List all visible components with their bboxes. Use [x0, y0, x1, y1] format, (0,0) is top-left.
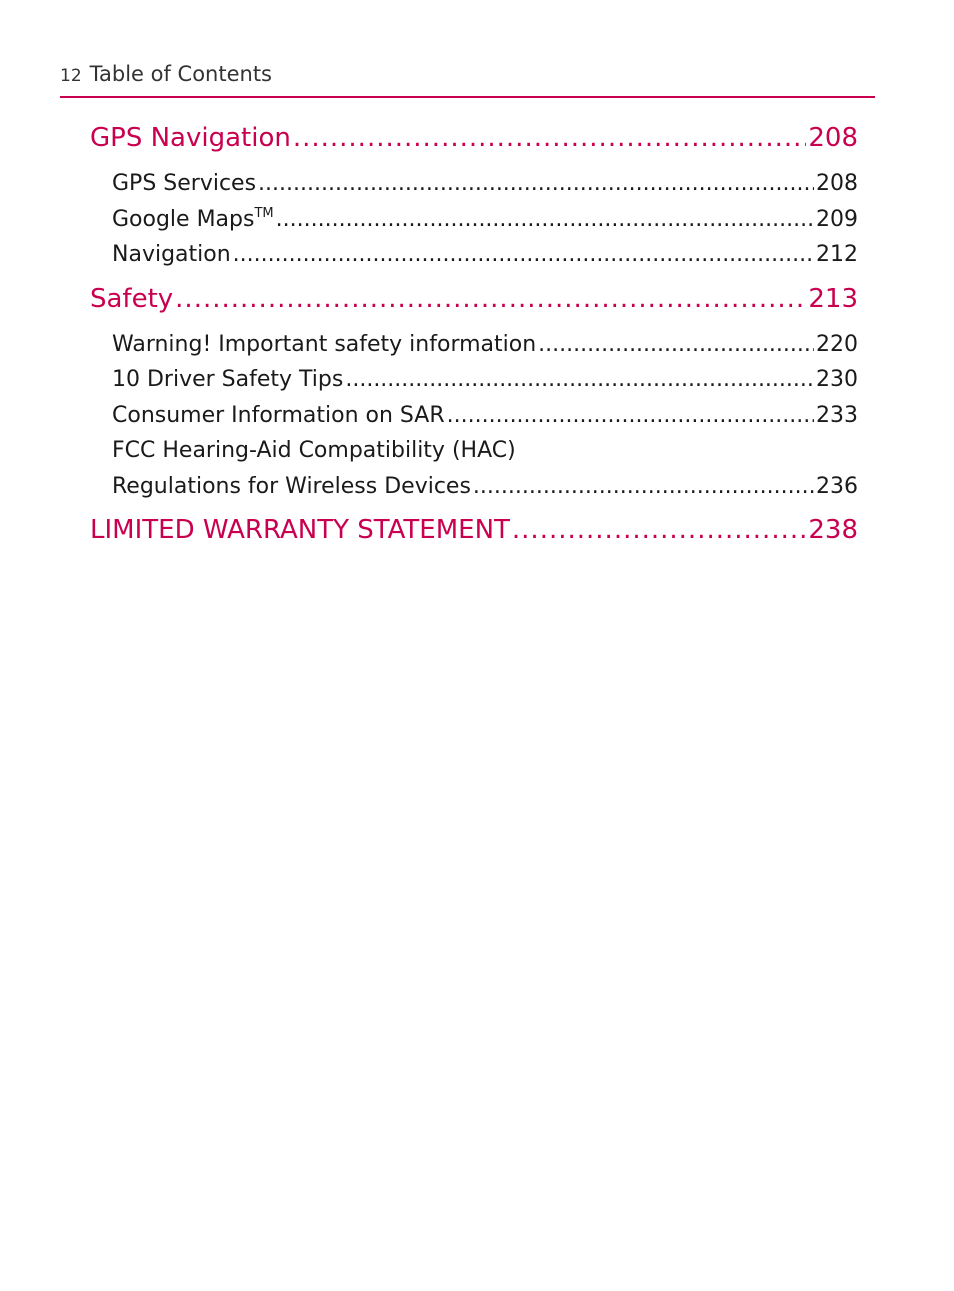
running-title: Table of Contents — [89, 62, 272, 86]
dot-leader — [175, 279, 806, 319]
entry-title — [112, 202, 274, 238]
entry-title-text: Google Maps — [112, 206, 255, 232]
entry-title: 10 Driver Safety Tips — [112, 367, 344, 392]
entry-page: 209 — [816, 206, 858, 232]
toc-entry-consumer-information-sar[interactable] — [112, 398, 858, 434]
dot-leader — [233, 237, 814, 273]
dot-leader — [293, 118, 807, 158]
trademark-mark: TM — [254, 205, 274, 221]
safety-sections — [90, 327, 858, 505]
entry-page: 233 — [816, 402, 858, 428]
dot-leader — [512, 510, 806, 550]
chapter-page: 213 — [808, 283, 858, 314]
toc-entry-gps-services[interactable] — [112, 166, 858, 202]
dot-leader — [538, 327, 814, 363]
chapter-title: Safety — [90, 283, 174, 314]
toc-chapter-gps-navigation[interactable] — [90, 118, 858, 158]
entry-page: 208 — [816, 171, 858, 196]
entry-title: Warning! Important safety information — [112, 331, 537, 357]
table-of-contents — [90, 118, 858, 550]
entry-title: Navigation — [112, 242, 231, 267]
chapter-title: LIMITED WARRANTY STATEMENT — [90, 515, 510, 545]
dot-leader — [258, 166, 814, 202]
entry-page: 220 — [816, 331, 858, 357]
chapter-title: GPS Navigation — [90, 123, 291, 153]
chapter-page: 208 — [808, 123, 858, 153]
chapter-page: 238 — [808, 515, 858, 545]
toc-entry-fcc-hac-line2[interactable] — [112, 469, 858, 505]
page-number: 12 — [60, 66, 82, 86]
dot-leader — [447, 398, 814, 434]
page-header — [60, 62, 875, 98]
entry-title: GPS Services — [112, 171, 257, 196]
entry-title: Consumer Information on SAR — [112, 402, 445, 428]
toc-entry-driver-safety-tips[interactable] — [112, 362, 858, 398]
dot-leader — [345, 362, 814, 398]
entry-page: 236 — [816, 473, 858, 499]
toc-entry-navigation[interactable] — [112, 237, 858, 273]
toc-chapter-safety[interactable] — [90, 279, 858, 319]
toc-chapter-limited-warranty[interactable] — [90, 510, 858, 550]
toc-entry-warning-safety-information[interactable] — [112, 327, 858, 363]
toc-entry-fcc-hac-line1[interactable]: FCC Hearing-Aid Compatibility (HAC) — [112, 438, 516, 463]
gps-navigation-sections — [90, 166, 858, 273]
entry-page: 230 — [816, 367, 858, 392]
dot-leader — [473, 469, 814, 505]
dot-leader — [276, 202, 814, 238]
entry-page: 212 — [816, 242, 858, 267]
toc-entry-google-maps[interactable] — [112, 202, 858, 238]
entry-title: Regulations for Wireless Devices — [112, 473, 471, 499]
